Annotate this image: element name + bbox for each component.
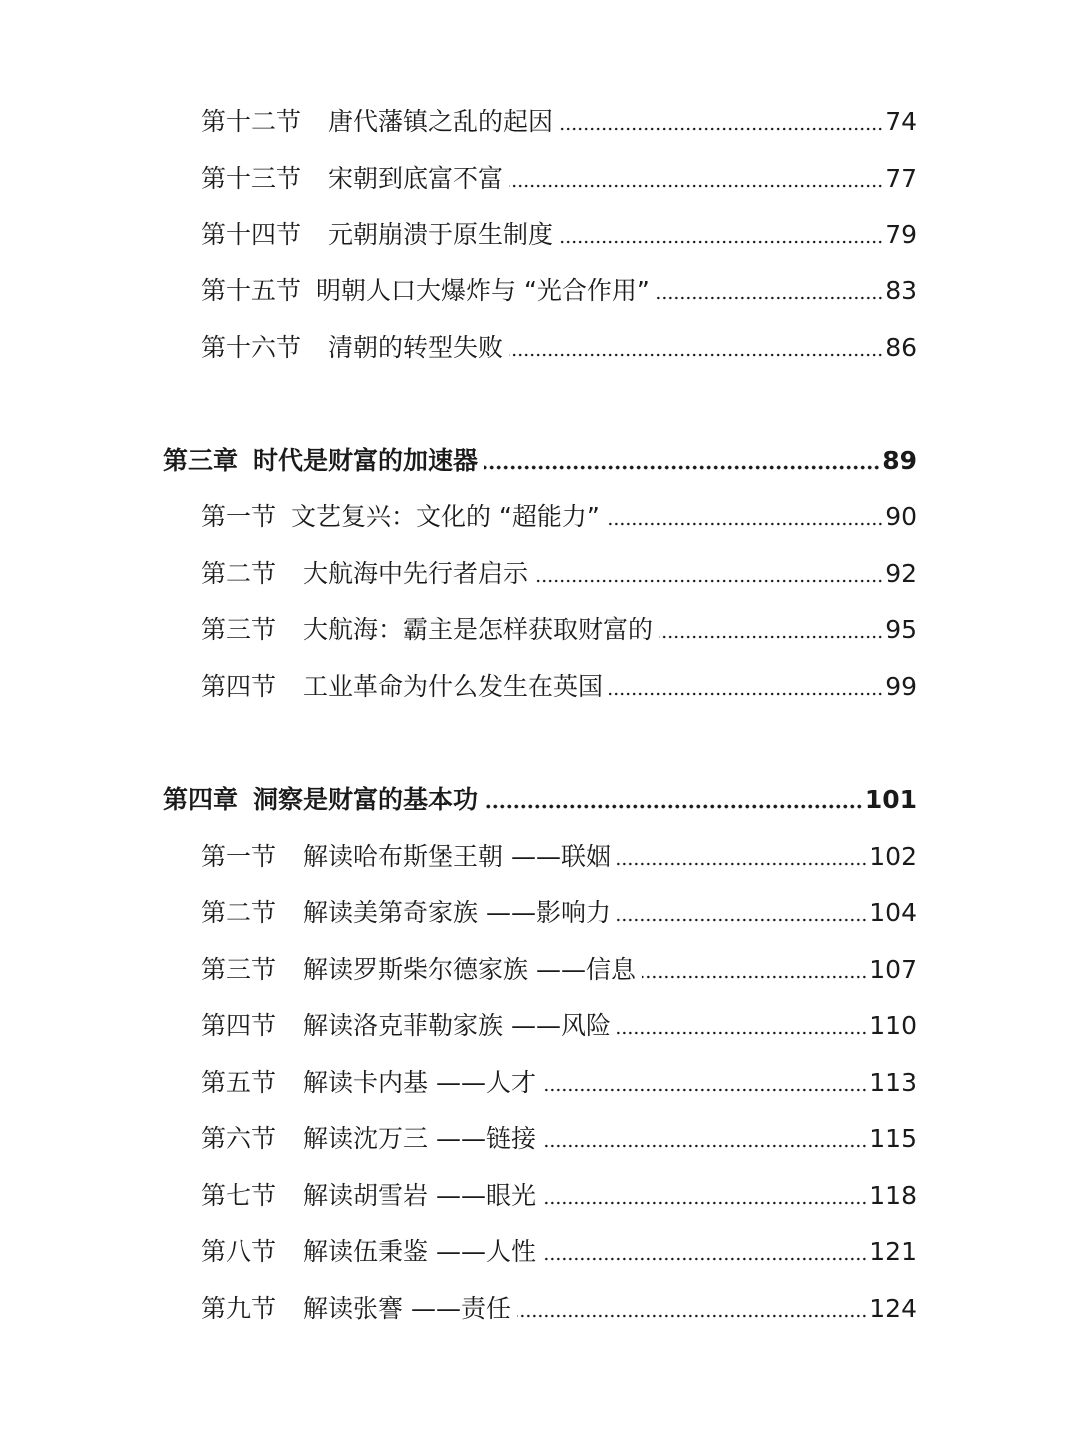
section-title: 解读沈万三 ——链接	[303, 1124, 536, 1153]
toc-entry-section-2	[201, 550, 917, 590]
section-title: 元朝崩溃于原生制度	[328, 220, 554, 249]
page-number: 99	[885, 672, 917, 701]
section-number: 第七节	[201, 1181, 277, 1210]
section-number: 第十五节	[201, 276, 302, 305]
section-title: 清朝的转型失败	[328, 333, 504, 362]
dot-leader	[559, 127, 883, 131]
page-number: 86	[885, 333, 917, 362]
dot-leader	[542, 1144, 867, 1148]
section-title: 文艺复兴：文化的 “超能力”	[291, 502, 600, 531]
dot-leader	[509, 353, 883, 357]
dot-leader	[542, 1088, 867, 1092]
toc-entry-section-3	[201, 606, 917, 646]
dot-leader	[617, 1031, 867, 1035]
dot-leader	[542, 1257, 867, 1261]
section-title: 解读胡雪岩 ——眼光	[303, 1181, 536, 1210]
dot-leader	[517, 1314, 867, 1318]
section-title: 唐代藩镇之乱的起因	[328, 107, 554, 136]
toc-entry-section-6	[201, 1115, 917, 1155]
section-title: 大航海中先行者启示	[303, 559, 529, 588]
page-number: 115	[869, 1124, 917, 1153]
section-title: 解读伍秉鉴 ——人性	[303, 1237, 536, 1266]
chapter-number: 第三章	[163, 446, 239, 475]
toc-entry-section-3	[201, 946, 917, 986]
chapter-title: 时代是财富的加速器	[253, 446, 479, 475]
section-number: 第三节	[201, 955, 277, 984]
section-number: 第十三节	[201, 164, 302, 193]
section-number: 第四节	[201, 1011, 277, 1040]
toc-entry-section-1	[201, 493, 917, 533]
page-number: 113	[869, 1068, 917, 1097]
page-number: 83	[885, 276, 917, 305]
toc-entry-section-4	[201, 663, 917, 703]
toc-entry-section-12	[201, 98, 917, 138]
section-number: 第三节	[201, 615, 277, 644]
dot-leader	[642, 975, 867, 979]
dot-leader	[559, 240, 883, 244]
page-number: 104	[869, 898, 917, 927]
section-title: 解读卡内基 ——人才	[303, 1068, 536, 1097]
toc-entry-section-2	[201, 889, 917, 929]
page-number: 101	[864, 785, 917, 814]
toc-entry-section-14	[201, 211, 917, 251]
section-title: 明朝人口大爆炸与 “光合作用”	[316, 276, 650, 305]
toc-entry-chapter-3	[163, 437, 917, 477]
page-number: 74	[885, 107, 917, 136]
dot-leader	[656, 296, 883, 300]
page-number: 118	[869, 1181, 917, 1210]
page-number: 121	[869, 1237, 917, 1266]
dot-leader	[659, 635, 883, 639]
section-number: 第五节	[201, 1068, 277, 1097]
page-number: 95	[885, 615, 917, 644]
toc-entry-section-13	[201, 155, 917, 195]
page-number: 124	[869, 1294, 917, 1323]
dot-leader	[617, 918, 867, 922]
section-number: 第二节	[201, 898, 277, 927]
page-number: 110	[869, 1011, 917, 1040]
page-number: 107	[869, 955, 917, 984]
section-number: 第九节	[201, 1294, 277, 1323]
dot-leader	[542, 1201, 867, 1205]
section-number: 第十六节	[201, 333, 302, 362]
dot-leader	[617, 862, 867, 866]
section-title: 解读美第奇家族 ——影响力	[303, 898, 611, 927]
page-number: 89	[882, 446, 917, 475]
section-title: 解读哈布斯堡王朝 ——联姻	[303, 842, 611, 871]
section-title: 解读张謇 ——责任	[303, 1294, 511, 1323]
page-number: 102	[869, 842, 917, 871]
section-number: 第一节	[201, 842, 277, 871]
section-number: 第八节	[201, 1237, 277, 1266]
toc-entry-section-1	[201, 833, 917, 873]
page-number: 79	[885, 220, 917, 249]
section-number: 第四节	[201, 672, 277, 701]
chapter-number: 第四章	[163, 785, 239, 814]
page-number: 77	[885, 164, 917, 193]
toc-entry-section-4	[201, 1002, 917, 1042]
dot-leader	[484, 465, 880, 470]
section-number: 第十四节	[201, 220, 302, 249]
section-title: 解读洛克菲勒家族 ——风险	[303, 1011, 611, 1040]
toc-entry-section-15	[201, 267, 917, 307]
section-number: 第一节	[201, 502, 277, 531]
section-number: 第十二节	[201, 107, 302, 136]
page-number: 90	[885, 502, 917, 531]
section-title: 大航海：霸主是怎样获取财富的	[303, 615, 654, 644]
dot-leader	[606, 522, 883, 526]
dot-leader	[509, 184, 883, 188]
dot-leader	[484, 804, 863, 809]
section-title: 解读罗斯柴尔德家族 ——信息	[303, 955, 636, 984]
section-number: 第二节	[201, 559, 277, 588]
dot-leader	[609, 692, 883, 696]
section-number: 第六节	[201, 1124, 277, 1153]
toc-entry-chapter-4	[163, 776, 917, 816]
section-title: 工业革命为什么发生在英国	[303, 672, 604, 701]
page-number: 92	[885, 559, 917, 588]
toc-entry-section-5	[201, 1059, 917, 1099]
chapter-title: 洞察是财富的基本功	[253, 785, 479, 814]
dot-leader	[534, 579, 883, 583]
toc-entry-section-7	[201, 1172, 917, 1212]
section-title: 宋朝到底富不富	[328, 164, 504, 193]
toc-entry-section-9	[201, 1285, 917, 1325]
toc-entry-section-8	[201, 1228, 917, 1268]
toc-entry-section-16	[201, 324, 917, 364]
